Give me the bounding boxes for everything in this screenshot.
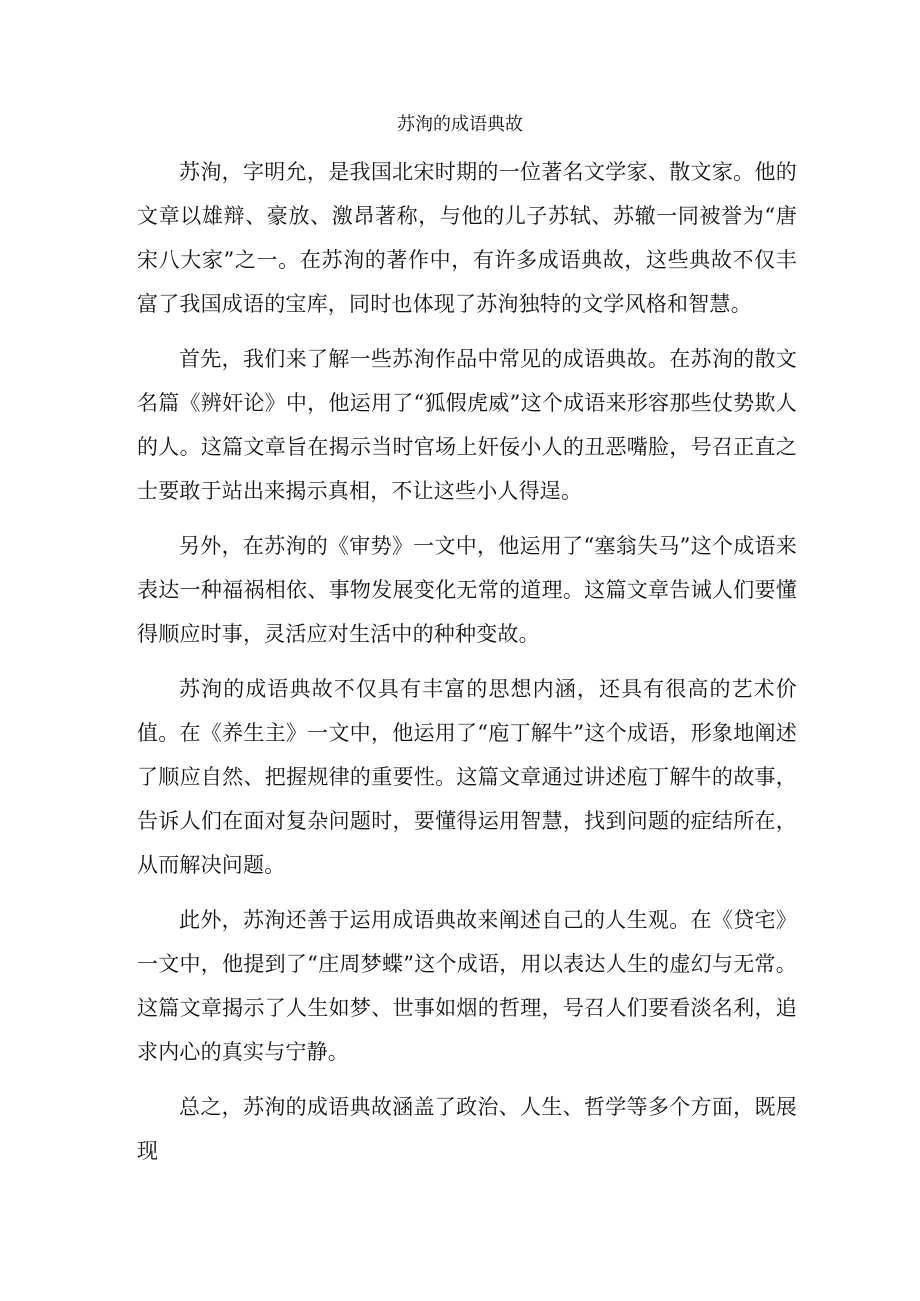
paragraph-6: 总之，苏洵的成语典故涵盖了政治、人生、哲学等多个方面，既展现	[137, 1095, 797, 1163]
paragraph-4: 苏洵的成语典故不仅具有丰富的思想内涵，还具有很高的艺术价值。在《养生主》一文中，他运用了“庖丁解牛”这个成语，形象地阐述了顺应自然、把握规律的重要性。这篇文章通过讲述庖丁解牛的故事，告诉人们在面对复杂问题时，要懂得运用智慧，找到问题的症结所在，从而解决问题。	[137, 677, 797, 877]
document-body	[137, 150, 797, 1184]
paragraph-3: 另外，在苏洵的《审势》一文中，他运用了“塞翁失马”这个成语来表达一种福祸相依、事物发展变化无常的道理。这篇文章告诫人们要懂得顺应时事，灵活应对生活中的种种变故。	[137, 534, 797, 646]
paragraph-5: 此外，苏洵还善于运用成语典故来阐述自己的人生观。在《贷宅》一文中，他提到了“庄周梦蝶”这个成语，用以表达人生的虚幻与无常。这篇文章揭示了人生如梦、世事如烟的哲理，号召人们要看淡名利，追求内心的真实与宁静。	[137, 908, 797, 1064]
paragraph-1: 苏洵，字明允，是我国北宋时期的一位著名文学家、散文家。他的文章以雄辩、豪放、激昂著称，与他的儿子苏轼、苏辙一同被誉为“唐宋八大家”之一。在苏洵的著作中，有许多成语典故，这些典故不仅丰富了我国成语的宝库，同时也体现了苏洵独特的文学风格和智慧。	[137, 160, 797, 316]
paragraph-2: 首先，我们来了解一些苏洵作品中常见的成语典故。在苏洵的散文名篇《辨奸论》中，他运用了“狐假虎威”这个成语来形容那些仗势欺人的人。这篇文章旨在揭示当时官场上奸佞小人的丑恶嘴脸，号召正直之士要敢于站出来揭示真相，不让这些小人得逞。	[137, 347, 797, 503]
document-title: 苏洵的成语典故	[397, 114, 523, 135]
